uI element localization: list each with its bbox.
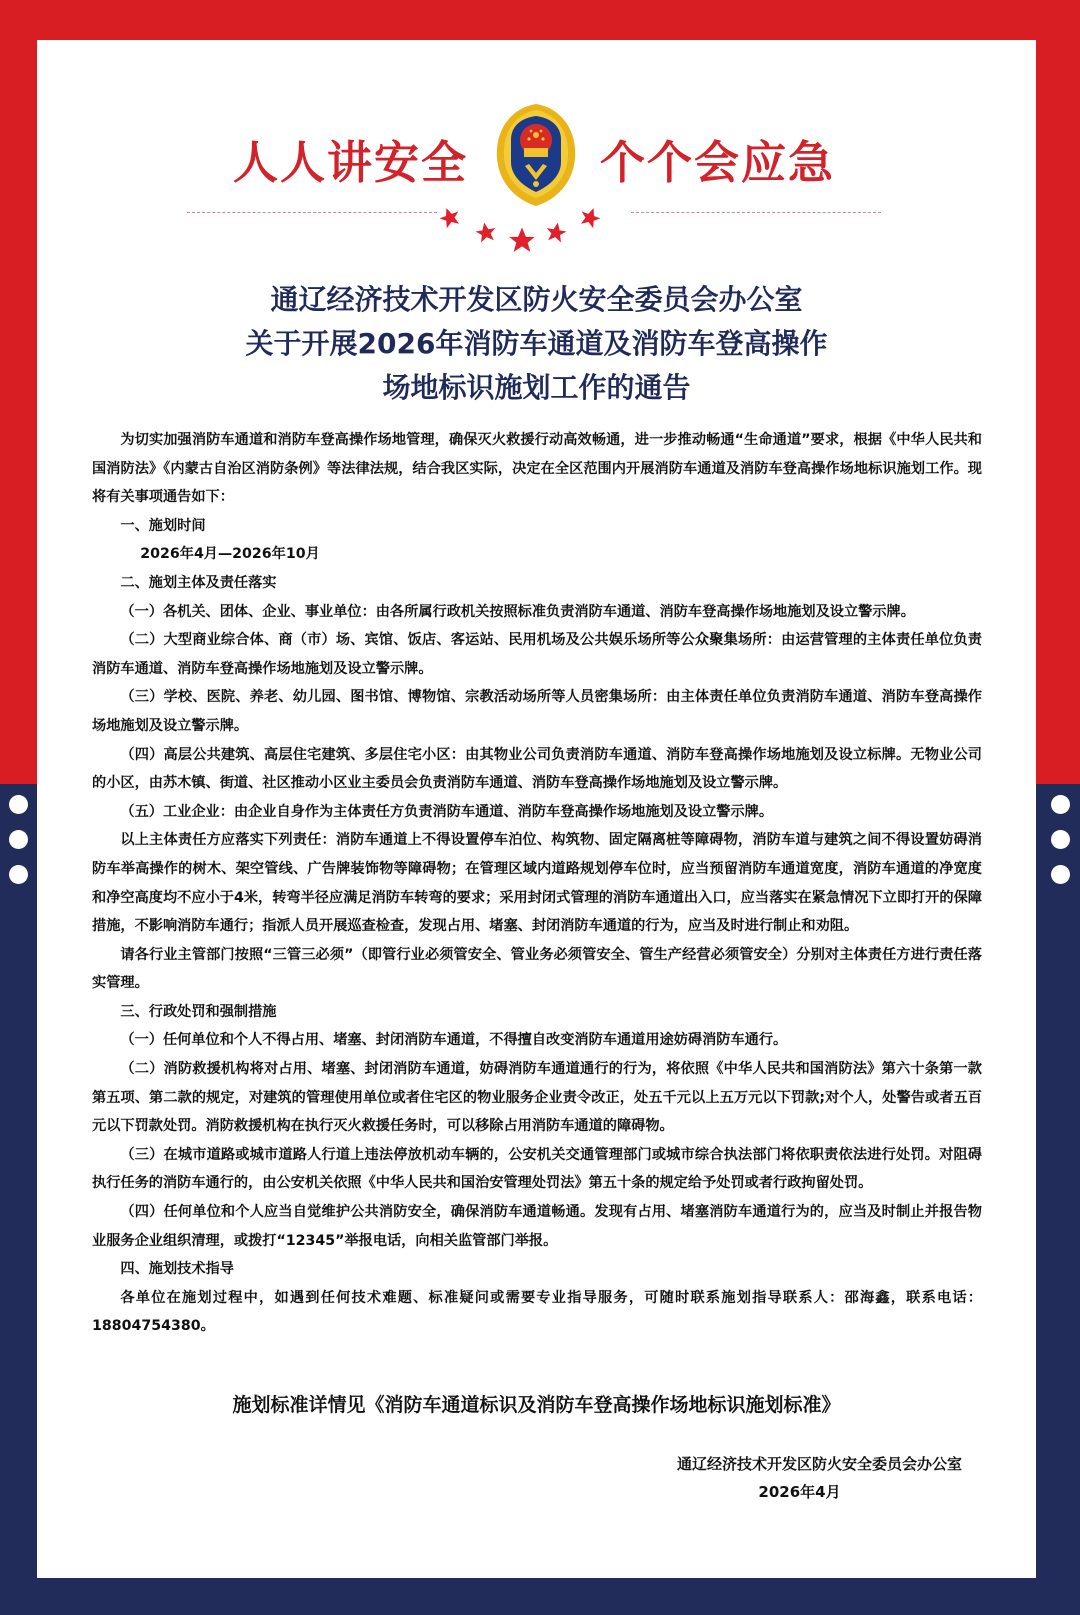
section-2-item-3: （三）学校、医院、养老、幼儿园、图书馆、博物馆、宗教活动场所等人员密集场所：由主体责任单位负责消防车通道、消防车登高操作场地施划及设立警示牌。 (92, 689, 982, 734)
section-2-item-1: （一）各机关、团体、企业、事业单位：由各所属行政机关按照标准负责消防车通道、消防车登高操作场地施划及设立警示牌。 (120, 603, 915, 620)
notice-body (92, 426, 982, 1341)
section-2-heading: 二、施划主体及责任落实 (120, 574, 277, 591)
title-line-3: 场地标识施划工作的通告 (382, 371, 691, 404)
title-line-2: 关于开展2026年消防车通道及消防车登高操作 (245, 327, 828, 360)
dot-icon (9, 830, 28, 849)
section-2-item-4: （四）高层公共建筑、高层住宅建筑、多层住宅小区：由其物业公司负责消防车通道、消防车登高操作场地施划及设立标牌。无物业公司的小区，由苏木镇、街道、社区推动小区业主委员会负责消防车通道、消防车登高操作场地施划及设立警示牌。 (92, 746, 982, 792)
dot-icon (1051, 795, 1070, 814)
section-3-item-4: （四）任何单位和个人应当自觉维护公共消防安全，确保消防车通道畅通。发现有占用、堵塞消防车通道行为的，应当及时制止并报告物业服务企业组织清理，或拨打“12345”举报电话，向相关监管部门举报。 (92, 1204, 982, 1249)
slogan-right: 个个会应急 (600, 136, 836, 189)
decorative-dots-left (9, 795, 31, 900)
section-4-heading: 四、施划技术指导 (120, 1261, 234, 1278)
dot-icon (9, 795, 28, 814)
section-2-duties: 以上主体责任方应落实下列责任：消防车通道上不得设置停车泊位、构筑物、固定隔离桩等障碍物，消防车道与建筑之间不得设置妨碍消防车举高操作的树木、架空管线、广告牌装饰物等障碍物；在管理区域内道路规划停车位时，应当预留消防车通道宽度，消防车通道的净宽度和净空高度均不应小于4米，转弯半径应满足消防车转弯的要求；采用封闭式管理的消防车通道出入口，应当落实在紧急情况下立即打开的保障措施，不影响消防车通行；指派人员开展巡查检查，发现占用、堵塞、封闭消防车通道的行为，应当及时进行制止和劝阻。 (92, 832, 982, 935)
section-3-item-3: （三）在城市道路或城市道路人行道上违法停放机动车辆的，公安机关交通管理部门或城市综合执法部门将依职责依法进行处罚。对阻碍执行任务的消防车通行的，由公安机关依照《中华人民共和国治安管理处罚法》第五十条的规定给予处罚或者行政拘留处罚。 (92, 1146, 982, 1192)
dot-icon (1051, 830, 1070, 849)
dot-icon (1051, 865, 1070, 884)
fire-rescue-emblem-icon (491, 100, 581, 210)
section-3-item-2: （二）消防救援机构将对占用、堵塞、封闭消防车通道，妨碍消防车通道通行的行为，将依照《中华人民共和国消防法》第六十条第一款第五项、第二款的规定，对建筑的管理使用单位或者住宅区的物业服务企业责令改正，处五千元以上五万元以下罚款;对个人，处警告或者五百元以下罚款处罚。消防救援机构在执行灭火救援任务时，可以移除占用消防车通道的障碍物。 (92, 1061, 982, 1135)
title-line-1: 通辽经济技术开发区防火安全委员会办公室 (270, 283, 803, 316)
slogan-banner (37, 100, 1036, 210)
five-stars-icon (37, 196, 1036, 266)
section-2-item-2: （二）大型商业综合体、商（市）场、宾馆、饭店、客运站、民用机场及公共娱乐场所等公众聚集场所：由运营管理的主体责任单位负责消防车通道、消防车登高操作场地施划及设立警示牌。 (92, 632, 982, 677)
slogan-left: 人人讲安全 (233, 136, 469, 189)
dot-icon (9, 865, 28, 884)
section-3-item-1: （一）任何单位和个人不得占用、堵塞、封闭消防车通道，不得擅自改变消防车通道用途妨碍消防车通行。 (120, 1032, 788, 1049)
notice-card (37, 40, 1036, 1578)
notice-title (37, 278, 1036, 410)
signature-block (637, 1450, 962, 1506)
intro-paragraph: 为切实加强消防车通道和消防车登高操作场地管理，确保灭火救援行动高效畅通，进一步推动畅通“生命通道”要求，根据《中华人民共和国消防法》《内蒙古自治区消防条例》等法律法规，结合我区实际，决定在全区范围内开展消防车通道及消防车登高操作场地标识施划工作。现将有关事项通告如下： (92, 432, 982, 506)
section-1-heading: 一、施划时间 (120, 517, 206, 534)
section-1-date-range: 2026年4月—2026年10月 (140, 546, 320, 563)
section-2-oversight: 请各行业主管部门按照“三管三必须”（即管行业必须管安全、管业务必须管安全、管生产经营必须管安全）分别对主体责任方进行责任落实管理。 (92, 946, 982, 992)
decorative-dots-right (1051, 795, 1073, 900)
star-divider (37, 196, 1036, 266)
standard-reference: 施划标准详情见《消防车通道标识及消防车登高操作场地标识施划标准》 (232, 1394, 841, 1416)
issuer-name: 通辽经济技术开发区防火安全委员会办公室 (676, 1455, 962, 1473)
issue-date: 2026年4月 (758, 1483, 841, 1501)
section-4-contact: 各单位在施划过程中，如遇到任何技术难题、标准疑问或需要专业指导服务，可随时联系施划指导联系人：邵海鑫，联系电话：18804754380。 (92, 1289, 982, 1335)
section-3-heading: 三、行政处罚和强制措施 (120, 1003, 277, 1020)
section-2-item-5: （五）工业企业：由企业自身作为主体责任方负责消防车通道、消防车登高操作场地施划及设立警示牌。 (120, 803, 774, 820)
